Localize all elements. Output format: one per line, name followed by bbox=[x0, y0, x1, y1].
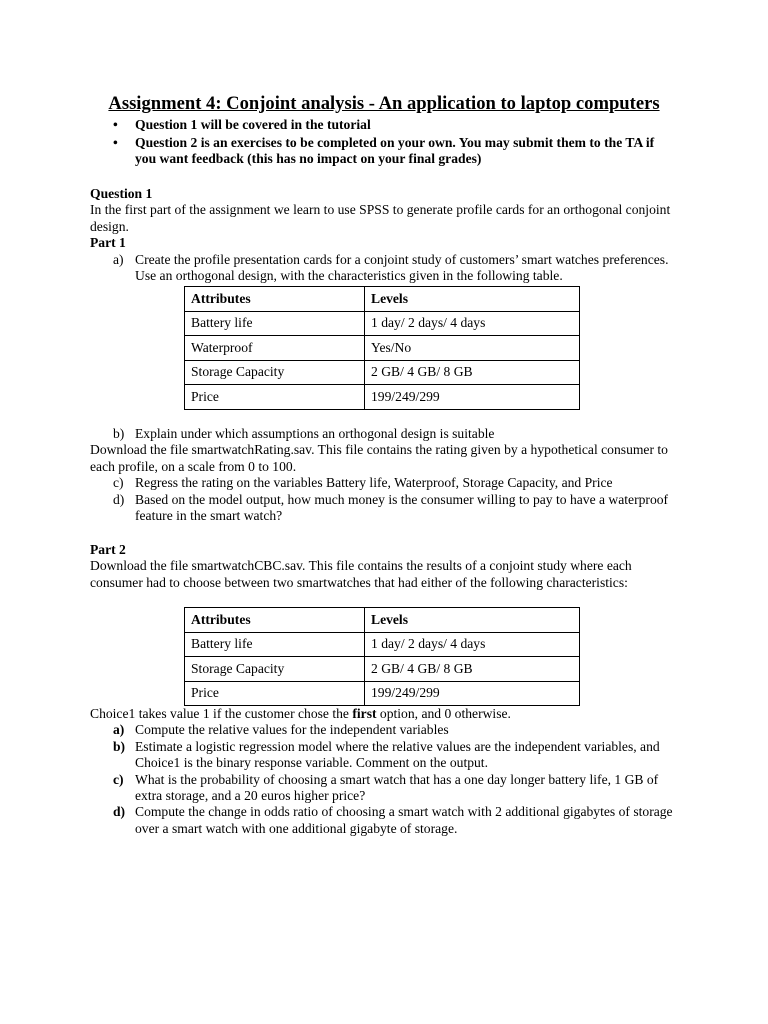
table-row bbox=[185, 681, 580, 706]
bullet-symbol: • bbox=[113, 134, 118, 150]
part-1-item-a: a) Create the profile presentation cards for a conjoint study of customers’ smart watches preferences. Use an orthogonal design, with the characteristics given in the following table. bbox=[113, 251, 669, 284]
part-2-item-d: d) Compute the change in odds ratio of choosing a smart watch with 2 additional gigabytes of storage over a smart watch with one additional gigabyte of storage. bbox=[113, 804, 673, 836]
bullet-symbol: • bbox=[113, 117, 118, 132]
question-1-section bbox=[90, 186, 680, 284]
item-marker: a) bbox=[113, 722, 125, 738]
attributes-table-2 bbox=[184, 607, 580, 706]
part-1-item-c: c) Regress the rating on the variables Battery life, Waterproof, Storage Capacity, and Price bbox=[113, 475, 613, 491]
table-header-cell: Attributes bbox=[185, 608, 365, 633]
table-cell: 199/249/299 bbox=[365, 681, 580, 706]
table-cell: 1 day/ 2 days/ 4 days bbox=[365, 632, 580, 657]
table-cell: 2 GB/ 4 GB/ 8 GB bbox=[365, 657, 580, 682]
table-cell: Battery life bbox=[185, 632, 365, 657]
table-row bbox=[185, 311, 580, 336]
item-marker: c) bbox=[113, 771, 124, 787]
item-marker: b) bbox=[113, 426, 125, 441]
table-row bbox=[185, 657, 580, 682]
table-cell: Yes/No bbox=[365, 336, 580, 361]
table-row bbox=[185, 336, 580, 361]
table-cell: Storage Capacity bbox=[185, 360, 365, 385]
attributes-table-1 bbox=[184, 286, 580, 410]
part-1-item-d: d) Based on the model output, how much money is the consumer willing to pay to have a waterproof feature in the smart watch? bbox=[113, 491, 669, 524]
part-2-heading: Part 2 bbox=[90, 542, 126, 557]
bullet-item: • Question 1 will be covered in the tutorial bbox=[113, 117, 371, 132]
choice-definition: Choice1 takes value 1 if the customer chose the first option, and 0 otherwise. bbox=[90, 706, 511, 721]
assignment-title: Assignment 4: Conjoint analysis - An application to laptop computers bbox=[108, 93, 660, 114]
part-2-item-c: c) What is the probability of choosing a smart watch that has a one day longer battery life, 1 GB of extra storage, and a 20 euros higher price? bbox=[113, 771, 659, 804]
item-marker: a) bbox=[113, 251, 124, 267]
table-header-cell: Attributes bbox=[185, 287, 365, 312]
download-instruction-1: Download the file smartwatchRating.sav. This file contains the rating given by a hypothetical consumer to each profile, on a scale from 0 to 100. bbox=[90, 442, 668, 474]
table-cell: Price bbox=[185, 385, 365, 410]
item-marker: d) bbox=[113, 804, 126, 820]
question-1-continued bbox=[90, 426, 680, 524]
intro-bullet-list bbox=[113, 117, 673, 169]
part-2-item-b: b) Estimate a logistic regression model where the relative values are the independent variables, and Choice1 is the binary response variable. Comment on the output. bbox=[113, 738, 660, 771]
table-cell: 199/249/299 bbox=[365, 385, 580, 410]
item-marker: c) bbox=[113, 475, 124, 491]
part-1-item-b: b) Explain under which assumptions an orthogonal design is suitable bbox=[113, 426, 495, 441]
part-2-intro: Download the file smartwatchCBC.sav. This file contains the results of a conjoint study where each consumer had to choose between two smartwatches that had either of the following characteristics: bbox=[90, 558, 632, 590]
table-cell: Storage Capacity bbox=[185, 657, 365, 682]
table-header-cell: Levels bbox=[365, 287, 580, 312]
table-cell: Price bbox=[185, 681, 365, 706]
table-row bbox=[185, 360, 580, 385]
table-cell: Waterproof bbox=[185, 336, 365, 361]
table-row bbox=[185, 632, 580, 657]
question-1-intro: In the first part of the assignment we learn to use SPSS to generate profile cards for an orthogonal conjoint design. bbox=[90, 202, 671, 234]
table-header-row bbox=[185, 608, 580, 633]
part-1-heading: Part 1 bbox=[90, 235, 126, 251]
table-header-row bbox=[185, 287, 580, 312]
question-1-heading: Question 1 bbox=[90, 186, 153, 201]
bullet-item: • Question 2 is an exercises to be completed on your own. You may submit them to the TA if you want feedback (this has no impact on your final grades) bbox=[113, 134, 655, 167]
table-row bbox=[185, 385, 580, 410]
table-cell: 2 GB/ 4 GB/ 8 GB bbox=[365, 360, 580, 385]
item-marker: b) bbox=[113, 738, 126, 754]
part-2-questions bbox=[90, 706, 680, 837]
part-2-section bbox=[90, 542, 680, 591]
table-cell: 1 day/ 2 days/ 4 days bbox=[365, 311, 580, 336]
table-header-cell: Levels bbox=[365, 608, 580, 633]
table-cell: Battery life bbox=[185, 311, 365, 336]
part-2-item-a: a) Compute the relative values for the independent variables bbox=[113, 722, 449, 738]
item-marker: d) bbox=[113, 491, 125, 507]
